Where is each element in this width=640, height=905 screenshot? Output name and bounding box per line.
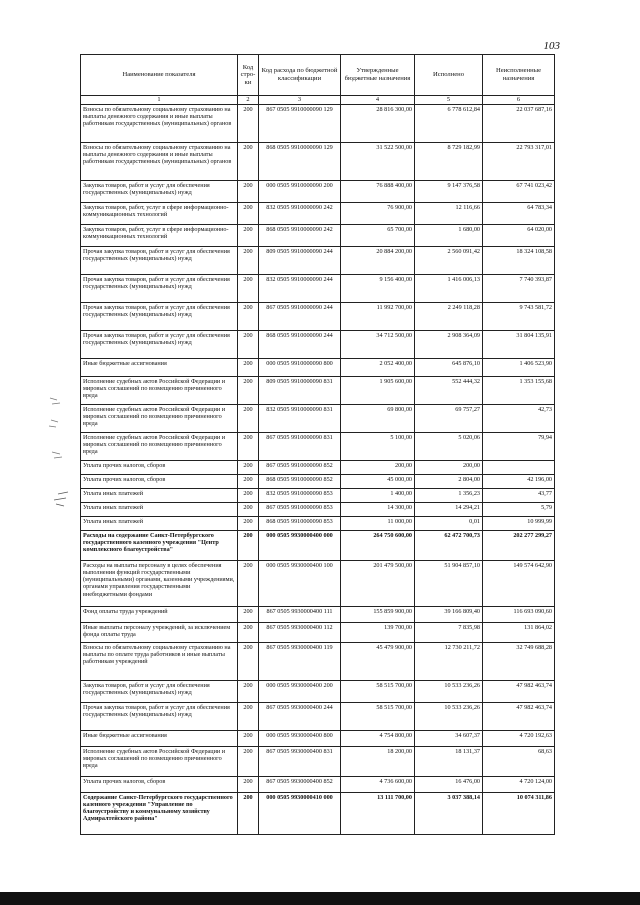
line-code-cell: 200 [238,703,259,731]
remaining-amount-cell: 9 743 581,72 [483,303,555,331]
executed-amount-cell: 552 444,32 [415,377,483,405]
remaining-amount-cell: 67 741 023,42 [483,181,555,203]
line-code-cell: 200 [238,331,259,359]
remaining-amount-cell: 1 353 155,68 [483,377,555,405]
classification-code-cell: 832 0505 9910000090 853 [259,489,341,503]
approved-amount-cell: 139 700,00 [341,623,415,643]
header-executed: Исполнено [415,55,483,96]
approved-amount-cell: 28 816 300,00 [341,105,415,143]
remaining-amount-cell [483,461,555,475]
classification-code-cell: 867 0505 9930000400 112 [259,623,341,643]
remaining-amount-cell: 202 277 299,27 [483,531,555,561]
remaining-amount-cell: 5,79 [483,503,555,517]
approved-amount-cell: 14 300,00 [341,503,415,517]
indicator-name-cell: Уплата прочих налогов, сборов [81,475,238,489]
classification-code-cell: 867 0505 9930000400 244 [259,703,341,731]
indicator-name-cell: Исполнение судебных актов Российской Федерации и мировых соглашений по возмещению причиненного вреда [81,747,238,777]
approved-amount-cell: 34 712 500,00 [341,331,415,359]
table-row [81,143,555,181]
approved-amount-cell: 76 900,00 [341,203,415,225]
executed-amount-cell: 51 904 857,10 [415,561,483,607]
classification-code-cell: 868 0505 9910000090 244 [259,331,341,359]
approved-amount-cell: 1 400,00 [341,489,415,503]
indicator-name-cell: Прочая закупка товаров, работ и услуг для обеспечения государственных (муниципальных) нужд [81,703,238,731]
remaining-amount-cell: 22 037 687,16 [483,105,555,143]
executed-amount-cell: 1 356,23 [415,489,483,503]
classification-code-cell: 867 0505 9930000400 852 [259,777,341,793]
remaining-amount-cell: 43,77 [483,489,555,503]
indicator-name-cell: Иные выплаты персоналу учреждений, за исключением фонда оплаты труда [81,623,238,643]
line-code-cell: 200 [238,405,259,433]
indicator-name-cell: Иные бюджетные ассигнования [81,359,238,377]
table-row [81,681,555,703]
indicator-name-cell: Иные бюджетные ассигнования [81,731,238,747]
line-code-cell: 200 [238,531,259,561]
line-code-cell: 200 [238,105,259,143]
indicator-name-cell: Расходы на выплаты персоналу в целях обеспечения выполнения функций государственными (муниципальными) органами, казенными учреждениями, органами управления государственными внебюджетными фондами [81,561,238,607]
remaining-amount-cell: 42 196,00 [483,475,555,489]
table-row [81,643,555,681]
approved-amount-cell: 65 700,00 [341,225,415,247]
approved-amount-cell: 31 522 500,00 [341,143,415,181]
table-row [81,331,555,359]
line-code-cell: 200 [238,777,259,793]
approved-amount-cell: 76 888 400,00 [341,181,415,203]
remaining-amount-cell: 131 864,02 [483,623,555,643]
classification-code-cell: 000 0505 9930000400 800 [259,731,341,747]
classification-code-cell: 809 0505 9910000090 244 [259,247,341,275]
executed-amount-cell: 2 560 091,42 [415,247,483,275]
indicator-name-cell: Прочая закупка товаров, работ и услуг для обеспечения государственных (муниципальных) нужд [81,247,238,275]
approved-amount-cell: 58 515 700,00 [341,681,415,703]
approved-amount-cell: 58 515 700,00 [341,703,415,731]
classification-code-cell: 868 0505 9910000090 853 [259,517,341,531]
line-code-cell: 200 [238,475,259,489]
remaining-amount-cell: 64 783,34 [483,203,555,225]
indicator-name-cell: Взносы по обязательному социальному страхованию на выплаты денежного содержания и иные выплаты работникам государственных (муниципальных) органов [81,105,238,143]
table-row [81,405,555,433]
approved-amount-cell: 11 000,00 [341,517,415,531]
table-row [81,607,555,623]
classification-code-cell: 867 0505 9910000090 244 [259,303,341,331]
remaining-amount-cell: 32 749 688,28 [483,643,555,681]
table-row [81,225,555,247]
remaining-amount-cell: 7 740 393,87 [483,275,555,303]
executed-amount-cell: 12 116,66 [415,203,483,225]
classification-code-cell: 832 0505 9910000090 831 [259,405,341,433]
executed-amount-cell: 1 416 006,13 [415,275,483,303]
remaining-amount-cell: 22 793 317,01 [483,143,555,181]
executed-amount-cell: 2 908 364,09 [415,331,483,359]
scan-bottom-edge [0,892,640,905]
line-code-cell: 200 [238,517,259,531]
indicator-name-cell: Уплата прочих налогов, сборов [81,777,238,793]
remaining-amount-cell: 68,63 [483,747,555,777]
classification-code-cell: 868 0505 9910000090 129 [259,143,341,181]
line-code-cell: 200 [238,623,259,643]
line-code-cell: 200 [238,561,259,607]
classification-code-cell: 000 0505 9930000400 200 [259,681,341,703]
line-code-cell: 200 [238,181,259,203]
executed-amount-cell: 34 607,37 [415,731,483,747]
column-number: 4 [341,96,415,105]
approved-amount-cell: 20 884 200,00 [341,247,415,275]
executed-amount-cell: 6 778 612,84 [415,105,483,143]
line-code-cell: 200 [238,793,259,835]
table-row [81,623,555,643]
line-code-cell: 200 [238,433,259,461]
header-line-code: Код стро-ки [238,55,259,96]
executed-amount-cell: 69 757,27 [415,405,483,433]
executed-amount-cell: 12 730 211,72 [415,643,483,681]
approved-amount-cell: 18 200,00 [341,747,415,777]
indicator-name-cell: Исполнение судебных актов Российской Федерации и мировых соглашений по возмещению причиненного вреда [81,377,238,405]
executed-amount-cell: 16 476,00 [415,777,483,793]
executed-amount-cell: 9 147 376,58 [415,181,483,203]
table-row [81,703,555,731]
executed-amount-cell: 2 249 118,28 [415,303,483,331]
indicator-name-cell: Уплата прочих налогов, сборов [81,461,238,475]
remaining-amount-cell: 116 693 090,60 [483,607,555,623]
header-row [81,55,555,96]
executed-amount-cell: 62 472 700,73 [415,531,483,561]
indicator-name-cell: Исполнение судебных актов Российской Федерации и мировых соглашений по возмещению причиненного вреда [81,433,238,461]
column-number: 3 [259,96,341,105]
approved-amount-cell: 264 750 600,00 [341,531,415,561]
executed-amount-cell: 7 835,98 [415,623,483,643]
indicator-name-cell: Закупка товаров, работ, услуг в сфере информационно-коммуникационных технологий [81,203,238,225]
remaining-amount-cell: 149 574 642,90 [483,561,555,607]
executed-amount-cell: 39 166 809,40 [415,607,483,623]
executed-amount-cell: 18 131,37 [415,747,483,777]
classification-code-cell: 868 0505 9910000090 852 [259,475,341,489]
indicator-name-cell: Закупка товаров, работ и услуг для обеспечения государственных (муниципальных) нужд [81,181,238,203]
table-row [81,433,555,461]
remaining-amount-cell: 31 804 135,91 [483,331,555,359]
table-row [81,247,555,275]
approved-amount-cell: 45 479 900,00 [341,643,415,681]
executed-amount-cell: 5 020,06 [415,433,483,461]
indicator-name-cell: Расходы на содержание Санкт-Петербургского государственного казенного учреждения "Центр комплексного благоустройства" [81,531,238,561]
line-code-cell: 200 [238,489,259,503]
header-unexecuted-appropriations: Неисполненные назначения [483,55,555,96]
line-code-cell: 200 [238,747,259,777]
classification-code-cell: 867 0505 9930000400 831 [259,747,341,777]
table-row [81,731,555,747]
line-code-cell: 200 [238,225,259,247]
table-row [81,181,555,203]
line-code-cell: 200 [238,143,259,181]
classification-code-cell: 000 0505 9930000400 000 [259,531,341,561]
header-indicator-name: Наименование показателя [81,55,238,96]
table-row [81,203,555,225]
line-code-cell: 200 [238,503,259,517]
classification-code-cell: 867 0505 9910000090 852 [259,461,341,475]
classification-code-cell: 867 0505 9930000400 119 [259,643,341,681]
table-row [81,359,555,377]
classification-code-cell: 809 0505 9910000090 831 [259,377,341,405]
table-row [81,561,555,607]
header-budget-classification-code: Код расхода по бюджетной классификации [259,55,341,96]
column-number-row [81,96,555,105]
indicator-name-cell: Прочая закупка товаров, работ и услуг для обеспечения государственных (муниципальных) нужд [81,303,238,331]
approved-amount-cell: 13 111 700,00 [341,793,415,835]
executed-amount-cell: 10 533 236,26 [415,703,483,731]
classification-code-cell: 832 0505 9910000090 242 [259,203,341,225]
remaining-amount-cell: 79,94 [483,433,555,461]
margin-handwritten-marks [48,394,70,514]
executed-amount-cell: 10 533 236,26 [415,681,483,703]
indicator-name-cell: Прочая закупка товаров, работ и услуг для обеспечения государственных (муниципальных) нужд [81,331,238,359]
line-code-cell: 200 [238,203,259,225]
indicator-name-cell: Закупка товаров, работ и услуг для обеспечения государственных (муниципальных) нужд [81,681,238,703]
table-row [81,461,555,475]
approved-amount-cell: 4 754 800,00 [341,731,415,747]
header-approved-appropriations: Утвержденные бюджетные назначения [341,55,415,96]
indicator-name-cell: Взносы по обязательному социальному страхованию на выплаты денежного содержания и иные выплаты работникам государственных (муниципальных) органов [81,143,238,181]
table-row [81,489,555,503]
table-row [81,747,555,777]
approved-amount-cell: 155 859 900,00 [341,607,415,623]
table-body [81,105,555,835]
table-row [81,777,555,793]
line-code-cell: 200 [238,359,259,377]
indicator-name-cell: Уплата иных платежей [81,517,238,531]
classification-code-cell: 000 0505 9930000410 000 [259,793,341,835]
table-row [81,475,555,489]
classification-code-cell: 867 0505 9910000090 853 [259,503,341,517]
column-number: 5 [415,96,483,105]
table-row [81,531,555,561]
classification-code-cell: 867 0505 9930000400 111 [259,607,341,623]
classification-code-cell: 867 0505 9910000090 831 [259,433,341,461]
table-row [81,303,555,331]
table-row [81,275,555,303]
table-row [81,503,555,517]
classification-code-cell: 000 0505 9930000400 100 [259,561,341,607]
indicator-name-cell: Взносы по обязательному социальному страхованию на выплаты по оплате труда работников и иные выплаты работникам учреждений [81,643,238,681]
column-number: 6 [483,96,555,105]
approved-amount-cell: 4 736 600,00 [341,777,415,793]
line-code-cell: 200 [238,643,259,681]
executed-amount-cell: 8 729 182,99 [415,143,483,181]
line-code-cell: 200 [238,275,259,303]
column-number: 2 [238,96,259,105]
line-code-cell: 200 [238,461,259,475]
indicator-name-cell: Прочая закупка товаров, работ и услуг для обеспечения государственных (муниципальных) нужд [81,275,238,303]
table-row [81,377,555,405]
approved-amount-cell: 1 905 600,00 [341,377,415,405]
line-code-cell: 200 [238,731,259,747]
page-number: 103 [543,40,560,52]
executed-amount-cell: 1 680,00 [415,225,483,247]
remaining-amount-cell: 42,73 [483,405,555,433]
executed-amount-cell: 2 804,00 [415,475,483,489]
table-row [81,517,555,531]
approved-amount-cell: 45 000,00 [341,475,415,489]
executed-amount-cell: 0,01 [415,517,483,531]
approved-amount-cell: 11 992 700,00 [341,303,415,331]
remaining-amount-cell: 64 020,00 [483,225,555,247]
table-row [81,793,555,835]
line-code-cell: 200 [238,247,259,275]
remaining-amount-cell: 4 720 192,63 [483,731,555,747]
indicator-name-cell: Фонд оплаты труда учреждений [81,607,238,623]
approved-amount-cell: 9 156 400,00 [341,275,415,303]
budget-execution-table [80,54,555,835]
indicator-name-cell: Исполнение судебных актов Российской Федерации и мировых соглашений по возмещению причиненного вреда [81,405,238,433]
classification-code-cell: 000 0505 9910000090 800 [259,359,341,377]
approved-amount-cell: 2 052 400,00 [341,359,415,377]
line-code-cell: 200 [238,377,259,405]
executed-amount-cell: 645 876,10 [415,359,483,377]
executed-amount-cell: 3 037 388,14 [415,793,483,835]
indicator-name-cell: Уплата иных платежей [81,489,238,503]
classification-code-cell: 832 0505 9910000090 244 [259,275,341,303]
remaining-amount-cell: 10 999,99 [483,517,555,531]
indicator-name-cell: Содержание Санкт-Петербургского государственного казенного учреждения "Управление по благоустройству и коммунальному хозяйству Адмиралтейского района" [81,793,238,835]
line-code-cell: 200 [238,303,259,331]
classification-code-cell: 868 0505 9910000090 242 [259,225,341,247]
remaining-amount-cell: 1 406 523,90 [483,359,555,377]
remaining-amount-cell: 4 720 124,00 [483,777,555,793]
approved-amount-cell: 200,00 [341,461,415,475]
line-code-cell: 200 [238,607,259,623]
approved-amount-cell: 69 800,00 [341,405,415,433]
remaining-amount-cell: 47 982 463,74 [483,681,555,703]
executed-amount-cell: 200,00 [415,461,483,475]
indicator-name-cell: Уплата иных платежей [81,503,238,517]
remaining-amount-cell: 10 074 311,86 [483,793,555,835]
classification-code-cell: 000 0505 9910000090 200 [259,181,341,203]
remaining-amount-cell: 18 324 108,58 [483,247,555,275]
classification-code-cell: 867 0505 9910000090 129 [259,105,341,143]
line-code-cell: 200 [238,681,259,703]
remaining-amount-cell: 47 982 463,74 [483,703,555,731]
indicator-name-cell: Закупка товаров, работ, услуг в сфере информационно-коммуникационных технологий [81,225,238,247]
approved-amount-cell: 5 100,00 [341,433,415,461]
executed-amount-cell: 14 294,21 [415,503,483,517]
column-number: 1 [81,96,238,105]
approved-amount-cell: 201 479 500,00 [341,561,415,607]
table-row [81,105,555,143]
